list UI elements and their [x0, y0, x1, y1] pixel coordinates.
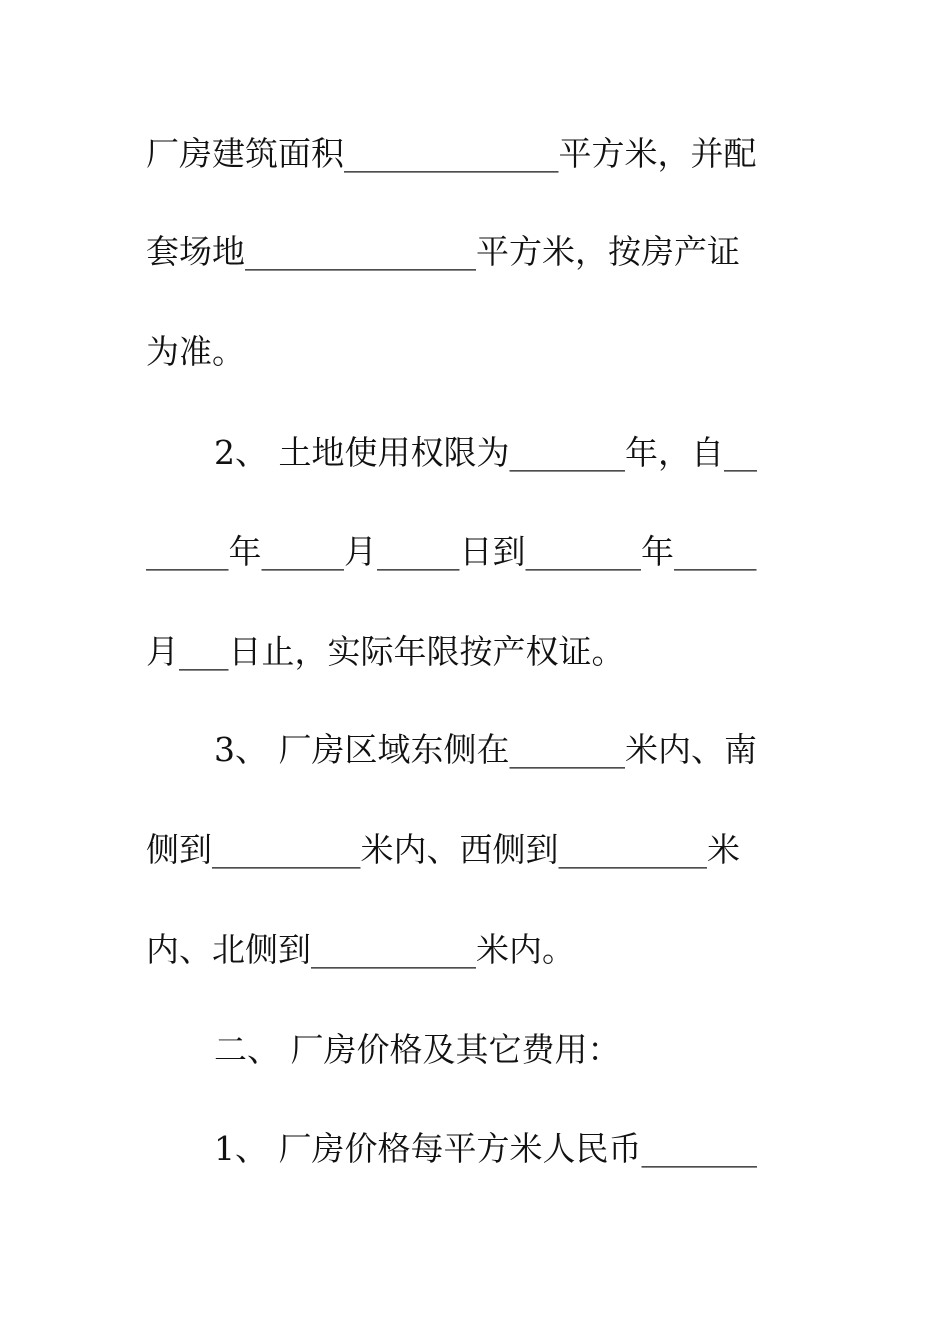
- clause-3-line-3: 内、北侧到__________米内。: [146, 930, 575, 969]
- clause-2-line-3: 月___日止，实际年限按产权证。: [146, 632, 625, 671]
- paragraph-line-1: 厂房建筑面积_____________平方米，并配: [146, 134, 757, 173]
- clause-2-line-2: _____年_____月_____日到_______年_____: [146, 532, 757, 571]
- clause-2-line-1: 2、 土地使用权限为_______年，自__: [214, 433, 757, 472]
- section-heading: 二、 厂房价格及其它费用：: [214, 1030, 621, 1069]
- clause-1-line-1: 1、 厂房价格每平方米人民币_______: [214, 1129, 757, 1168]
- clause-3-line-2: 侧到_________米内、西侧到_________米: [146, 830, 740, 869]
- paragraph-line-3: 为准。: [146, 332, 245, 371]
- clause-3-line-1: 3、 厂房区域东侧在_______米内、南: [214, 730, 757, 769]
- paragraph-line-2: 套场地______________平方米，按房产证: [146, 232, 740, 271]
